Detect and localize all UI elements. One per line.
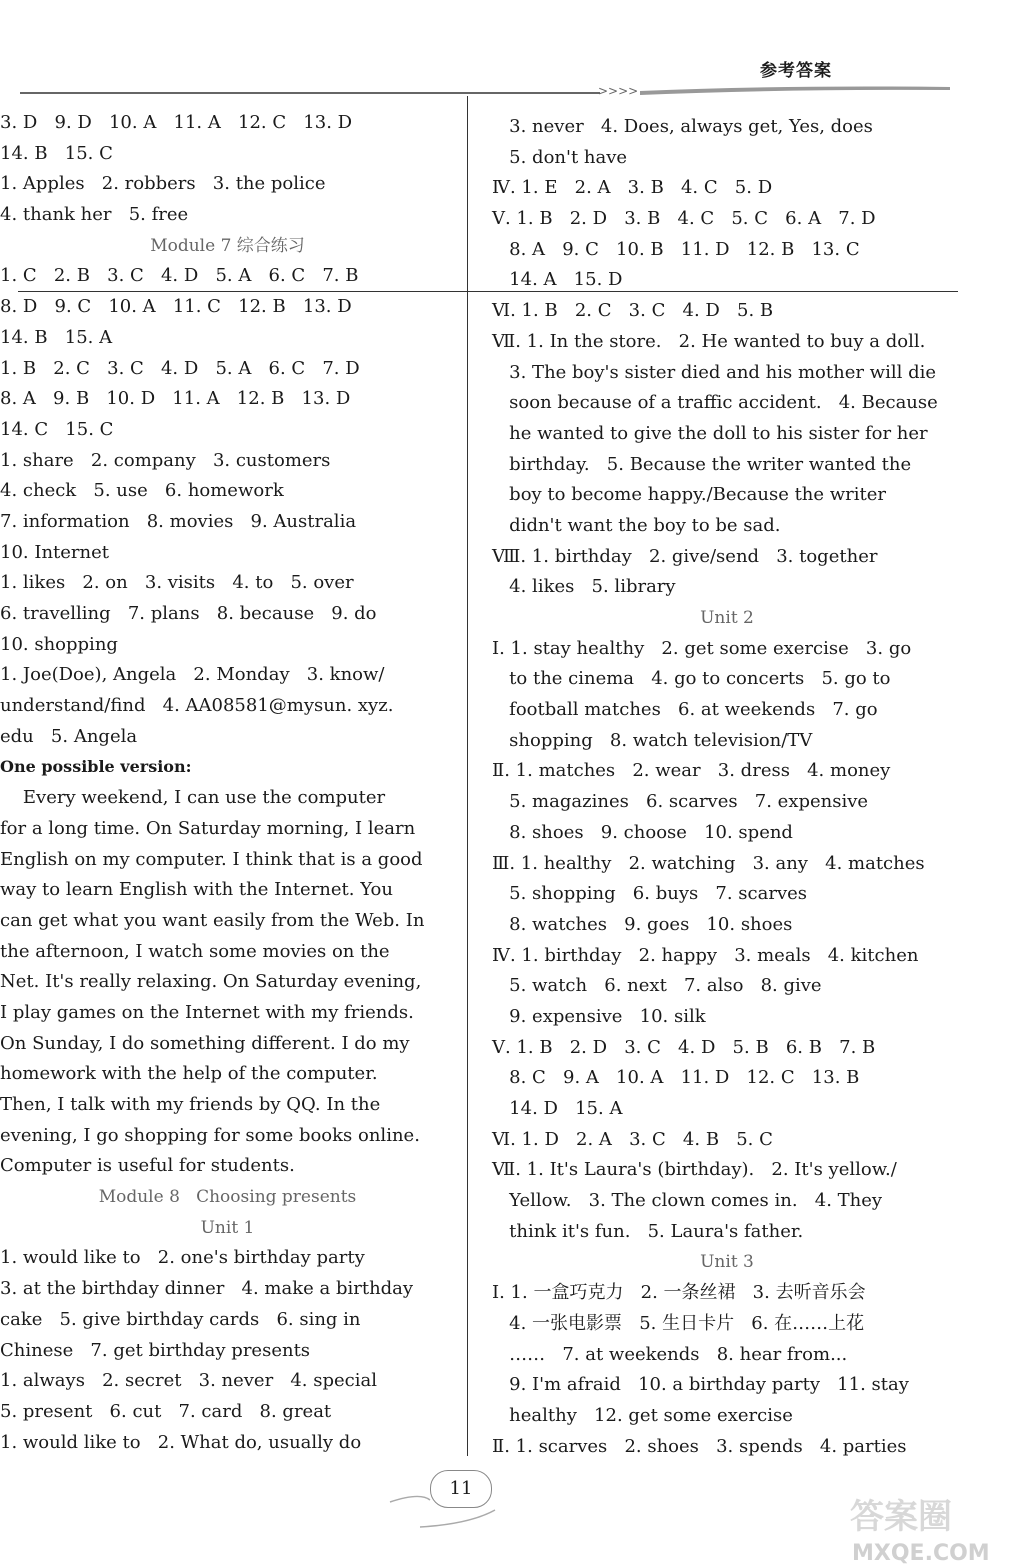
answer-line: 8. A 9. C 10. B 11. D 12. B 13. C	[492, 238, 860, 260]
answer-line: Ⅱ. 1. matches 2. wear 3. dress 4. money	[492, 760, 891, 782]
answer-line: the afternoon, I watch some movies on the	[0, 940, 390, 962]
watermark-top-text: 答案圈	[850, 1497, 952, 1537]
answer-line: 8. D 9. C 10. A 11. C 12. B 13. D	[0, 296, 352, 318]
section-heading: Unit 1	[200, 1217, 255, 1238]
answer-line: to the cinema 4. go to concerts 5. go to	[492, 668, 891, 690]
answer-line: 8. C 9. A 10. A 11. D 12. C 13. B	[492, 1067, 860, 1089]
answer-line: 8. shoes 9. choose 10. spend	[492, 821, 793, 843]
answer-line: 8. watches 9. goes 10. shoes	[492, 913, 793, 935]
answer-line: 5. shopping 6. buys 7. scarves	[492, 883, 807, 905]
watermark-bottom-text: MXQE.COM	[852, 1541, 990, 1566]
answer-line: Ⅱ. 1. scarves 2. shoes 3. spends 4. parties	[492, 1435, 907, 1457]
answer-line: 9. expensive 10. silk	[492, 1005, 706, 1027]
answer-line: 1. Apples 2. robbers 3. the police	[0, 173, 326, 195]
answer-line: Ⅴ. 1. B 2. D 3. C 4. D 5. B 6. B 7. B	[492, 1036, 876, 1058]
answer-line: 4. 一张电影票 5. 生日卡片 6. 在……上花	[492, 1312, 865, 1334]
answer-line: 6. travelling 7. plans 8. because 9. do	[0, 603, 377, 624]
answer-line: football matches 6. at weekends 7. go	[492, 699, 878, 721]
answer-line: 4. likes 5. library	[492, 576, 676, 598]
answer-line: Every weekend, I can use the computer	[0, 787, 386, 809]
answer-line: can get what you want easily from the Web. In	[0, 909, 425, 931]
answer-line: I play games on the Internet with my friends.	[0, 1001, 414, 1023]
column-divider	[467, 96, 468, 1456]
left-answer-column	[0, 108, 455, 1458]
answer-line: cake 5. give birthday cards 6. sing in	[0, 1308, 361, 1330]
answer-line: Ⅲ. 1. healthy 2. watching 3. any 4. matches	[492, 852, 925, 874]
answer-line: 5. present 6. cut 7. card 8. great	[0, 1400, 332, 1422]
answer-line: 14. B 15. A	[0, 326, 113, 348]
answer-line: 1. would like to 2. What do, usually do	[0, 1431, 362, 1453]
header-decorative-rule	[0, 83, 960, 97]
answer-line: for a long time. On Saturday morning, I learn	[0, 817, 416, 839]
section-heading: Unit 2	[700, 608, 754, 628]
answer-line: One possible version:	[0, 757, 192, 777]
answer-line: birthday. 5. Because the writer wanted the	[492, 453, 912, 475]
answer-line: he wanted to give the doll to his sister for her	[492, 422, 928, 444]
answer-line: 3. never 4. Does, always get, Yes, does	[492, 116, 873, 137]
answer-line: 9. I'm afraid 10. a birthday party 11. stay	[492, 1374, 909, 1396]
watermark-logo	[840, 1488, 1020, 1568]
answer-line: Ⅷ. 1. birthday 2. give/send 3. together	[492, 545, 878, 567]
answer-line: 4. thank her 5. free	[0, 204, 189, 226]
answer-line: edu 5. Angela	[0, 725, 138, 747]
answer-line: Net. It's really relaxing. On Saturday evening,	[0, 971, 422, 993]
answer-line: 1. likes 2. on 3. visits 4. to 5. over	[0, 572, 354, 594]
answer-line: Ⅰ. 1. 一盒巧克力 2. 一条丝裙 3. 去听音乐会	[492, 1282, 866, 1304]
answer-line: 10. shopping	[0, 633, 118, 655]
answer-line: 1. would like to 2. one's birthday party	[0, 1247, 365, 1269]
answer-line: Then, I talk with my friends by QQ. In the	[0, 1094, 381, 1115]
answer-line: 4. check 5. use 6. homework	[0, 480, 284, 502]
section-heading: Module 7 综合练习	[150, 235, 305, 256]
page-header-title: 参考答案	[760, 61, 832, 81]
answer-line: 1. always 2. secret 3. never 4. special	[0, 1370, 377, 1392]
answer-line: Ⅴ. 1. B 2. D 3. B 4. C 5. C 6. A 7. D	[492, 208, 876, 230]
answer-line: 14. A 15. D	[492, 269, 623, 291]
answer-line: 5. watch 6. next 7. also 8. give	[492, 975, 822, 997]
answer-line: 5. don't have	[492, 146, 628, 168]
answer-line: 3. D 9. D 10. A 11. A 12. C 13. D	[0, 112, 353, 133]
answer-line: Ⅵ. 1. D 2. A 3. C 4. B 5. C	[492, 1128, 773, 1150]
answer-line: healthy 12. get some exercise	[492, 1404, 793, 1426]
answer-line: Ⅳ. 1. birthday 2. happy 3. meals 4. kitchen	[492, 944, 919, 966]
answer-line: Computer is useful for students.	[0, 1155, 295, 1177]
answer-line: Ⅰ. 1. stay healthy 2. get some exercise 3. go	[492, 637, 912, 659]
answer-line: Ⅵ. 1. B 2. C 3. C 4. D 5. B	[492, 300, 774, 322]
answer-line: 14. C 15. C	[0, 418, 114, 440]
answer-line: Ⅶ. 1. In the store. 2. He wanted to buy a doll.	[492, 330, 926, 352]
answer-line: 5. magazines 6. scarves 7. expensive	[492, 791, 869, 813]
answer-line: soon because of a traffic accident. 4. Because	[492, 392, 938, 414]
answer-line: English on my computer. I think that is a good	[0, 848, 423, 870]
answer-line: 1. B 2. C 3. C 4. D 5. A 6. C 7. D	[0, 357, 360, 379]
page-number: 11	[430, 1470, 492, 1508]
answer-line: didn't want the boy to be sad.	[492, 514, 781, 536]
answer-line: 3. at the birthday dinner 4. make a birthday	[0, 1278, 414, 1300]
right-answer-column	[492, 112, 962, 1462]
answer-line: homework with the help of the computer.	[0, 1063, 378, 1085]
answer-line: Yellow. 3. The clown comes in. 4. They	[492, 1190, 883, 1212]
svg-text:>>>>: >>>>	[598, 84, 639, 97]
answer-line: evening, I go shopping for some books online.	[0, 1124, 420, 1146]
answer-line: 1. C 2. B 3. C 4. D 5. A 6. C 7. B	[0, 265, 359, 287]
answer-line: Ⅶ. 1. It's Laura's (birthday). 2. It's yellow./	[492, 1159, 897, 1181]
answer-line: 8. A 9. B 10. D 11. A 12. B 13. D	[0, 388, 351, 410]
answer-line: Chinese 7. get birthday presents	[0, 1339, 311, 1361]
answer-line: shopping 8. watch television/TV	[492, 729, 813, 751]
answer-line: 14. B 15. C	[0, 142, 113, 164]
section-heading: Module 8 Choosing presents	[98, 1187, 357, 1208]
answer-line: 3. The boy's sister died and his mother will die	[492, 361, 937, 383]
answer-line: 10. Internet	[0, 541, 110, 563]
answer-line: Ⅳ. 1. E 2. A 3. B 4. C 5. D	[492, 177, 773, 199]
answer-line: think it's fun. 5. Laura's father.	[492, 1220, 804, 1242]
answer-line: 1. Joe(Doe), Angela 2. Monday 3. know/	[0, 664, 385, 686]
answer-line: 1. share 2. company 3. customers	[0, 449, 331, 471]
answer-line: boy to become happy./Because the writer	[492, 484, 887, 506]
answer-line: 14. D 15. A	[492, 1098, 623, 1119]
answer-line: way to learn English with the Internet. You	[0, 879, 393, 901]
answer-line: understand/find 4. AA08581@mysun. xyz.	[0, 695, 394, 717]
section-heading: Unit 3	[700, 1252, 754, 1273]
answer-line: …… 7. at weekends 8. hear from...	[492, 1343, 848, 1365]
answer-line: On Sunday, I do something different. I do my	[0, 1032, 410, 1054]
answer-line: 7. information 8. movies 9. Australia	[0, 510, 357, 532]
